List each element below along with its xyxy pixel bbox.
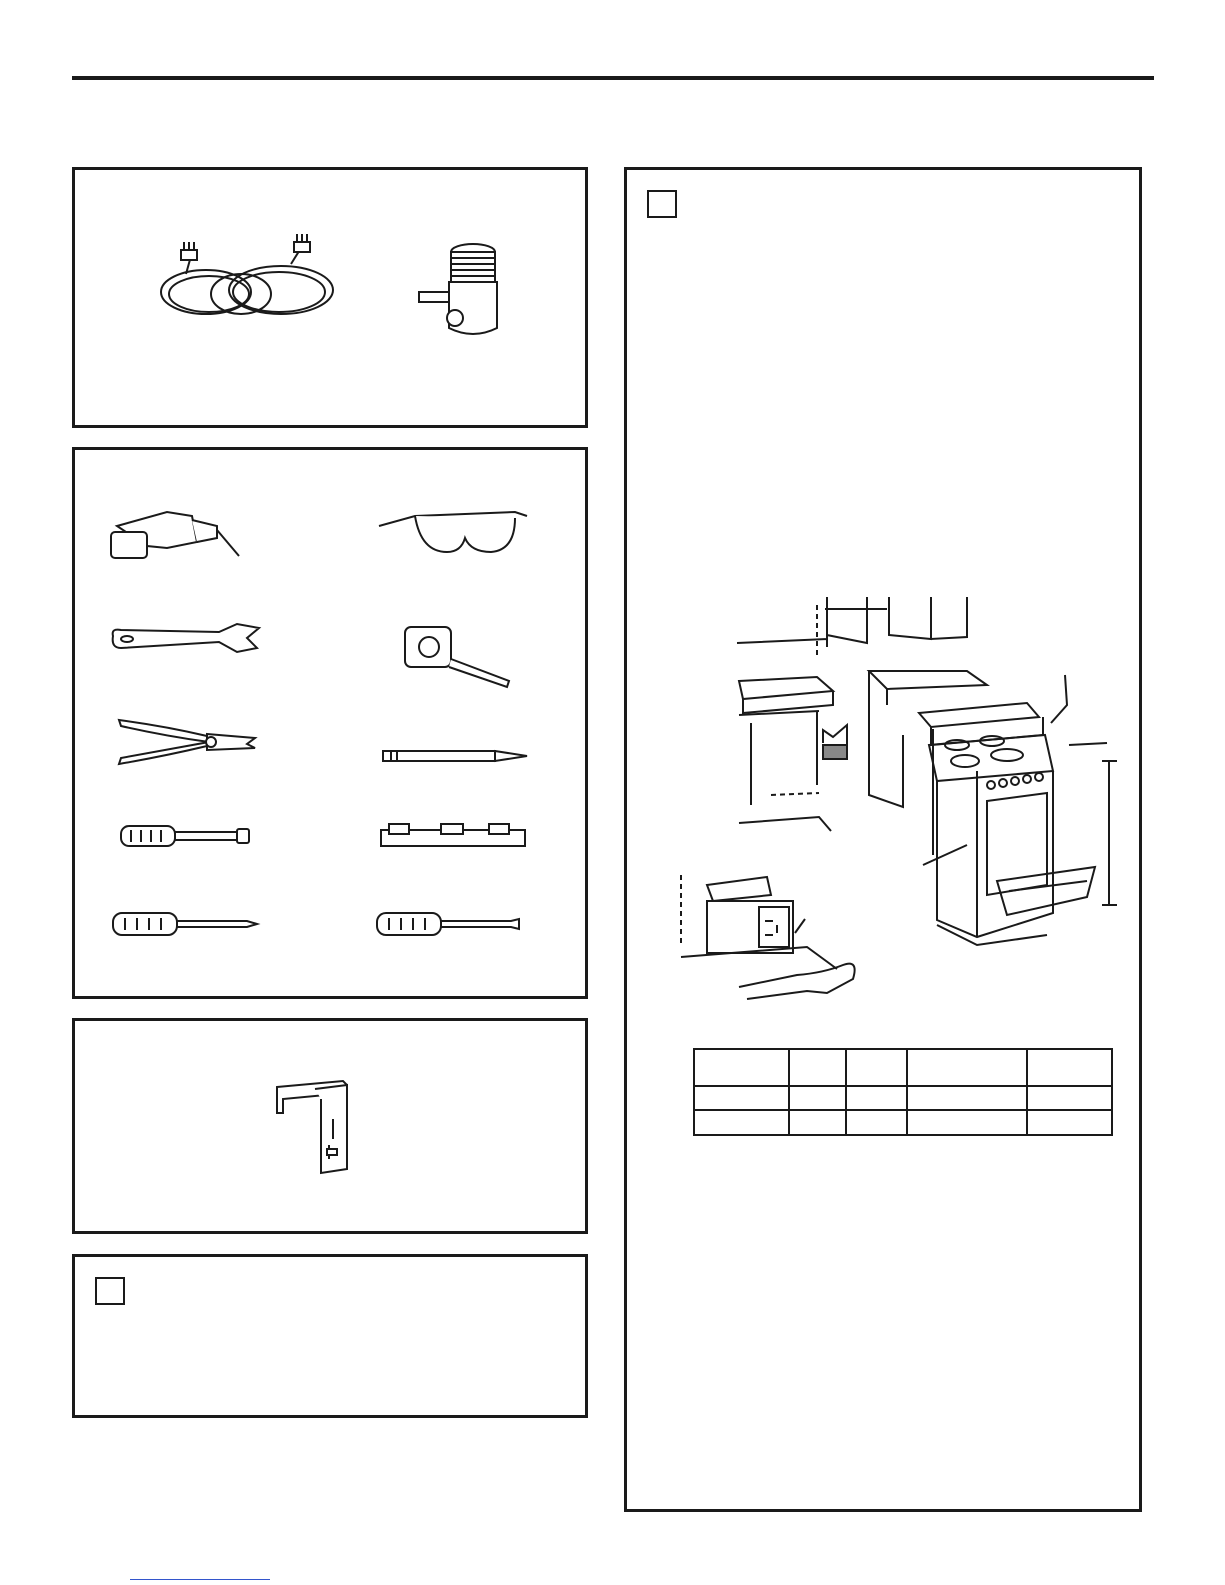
step-number-badge <box>95 1277 125 1305</box>
adjustable-wrench-icon <box>107 620 267 660</box>
pencil-icon <box>381 747 531 767</box>
parts-box <box>72 167 588 428</box>
step-box-left <box>72 1254 588 1418</box>
safety-glasses-icon <box>375 508 535 568</box>
bracket-box <box>72 1018 588 1234</box>
power-cord-icon <box>151 234 351 334</box>
tape-measure-icon <box>401 623 521 693</box>
step-box-right <box>624 167 1142 1512</box>
phillips-screwdriver-icon <box>111 910 261 940</box>
tools-box <box>72 447 588 999</box>
table-row <box>694 1049 1112 1086</box>
flat-screwdriver-icon <box>375 910 525 940</box>
anti-tip-bracket-icon <box>273 1079 373 1179</box>
table-row <box>694 1086 1112 1111</box>
range-clearances-diagram <box>647 595 1127 1005</box>
drill-icon <box>107 498 247 568</box>
table-row <box>694 1110 1112 1135</box>
nut-driver-icon <box>119 822 259 852</box>
footer-link-underline[interactable] <box>130 1579 270 1580</box>
level-icon <box>379 822 529 852</box>
pliers-icon <box>115 712 265 772</box>
step-number-badge <box>647 190 677 218</box>
dimensions-table <box>693 1048 1113 1136</box>
header-rule <box>72 76 1154 80</box>
strain-relief-icon <box>415 240 515 350</box>
